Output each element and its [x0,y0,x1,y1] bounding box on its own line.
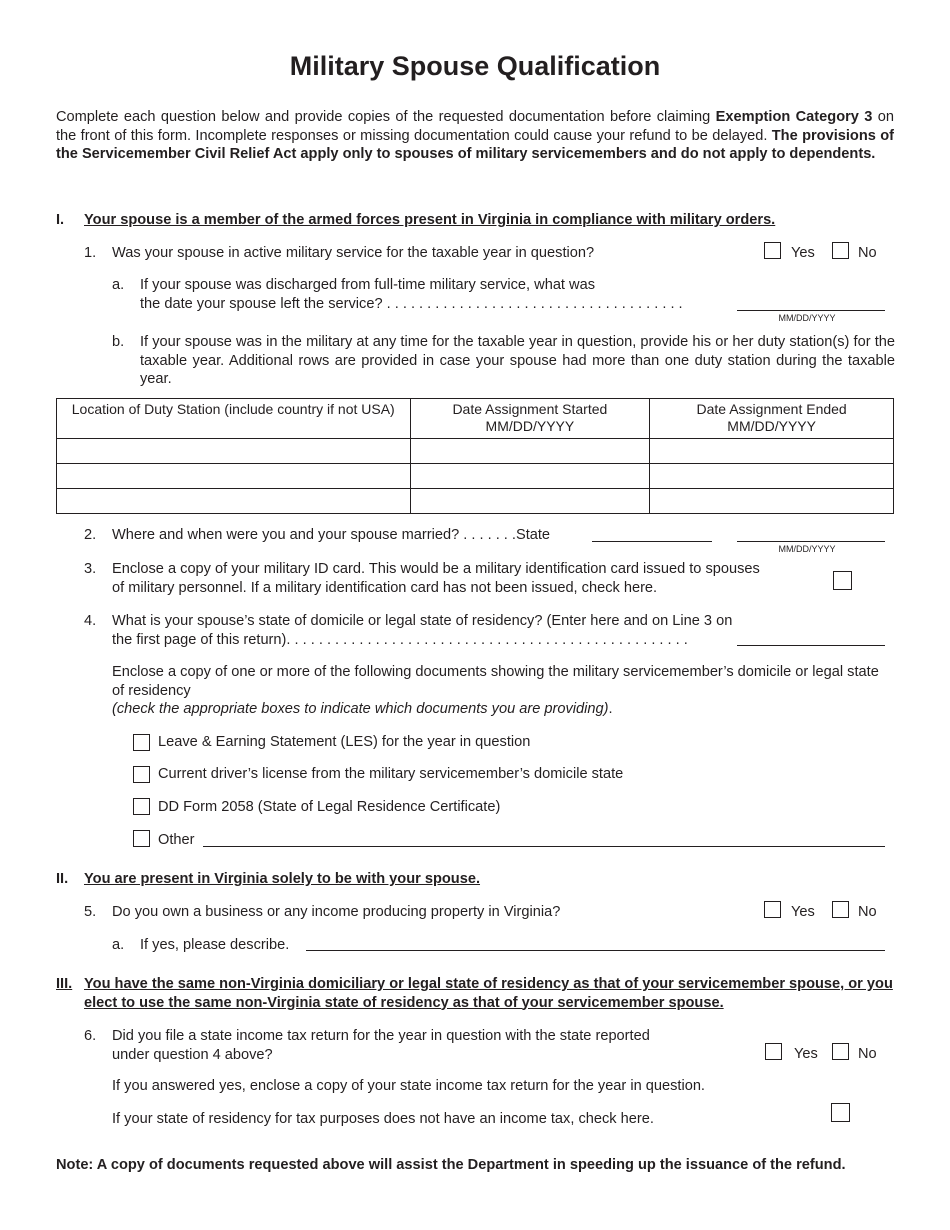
question-6-number: 6. [84,1028,97,1044]
q4-domicile-state-field[interactable] [737,645,885,646]
q2-date-format-hint: MM/DD/YYYY [778,544,836,554]
intro-text-2: on the front of this form. Incomplete responses or missing documentation could cause your refund to be delayed. [56,109,894,144]
duty-location-cell[interactable] [57,489,411,514]
q1-no-label: No [858,245,877,261]
table-row [57,464,894,489]
question-1-text: Was your spouse in active military service for the taxable year in question? [112,245,595,261]
duty-col-ended-header [650,399,894,439]
duty-location-cell[interactable] [57,464,411,489]
q3-no-id-card-checkbox[interactable] [833,571,852,590]
q1-yes-label: Yes [791,245,815,261]
q5a-description-field[interactable] [306,950,885,951]
page-title: Military Spouse Qualification [289,51,661,81]
dd-form-2058-checkbox[interactable] [133,798,150,815]
section-1-number: I. [56,212,65,228]
question-2-text [112,526,550,545]
duty-end-date-cell[interactable] [650,464,894,489]
section-1-title: Your spouse is a member of the armed forces present in Virginia in compliance with military orders. [84,212,776,228]
q6-no-income-tax-checkbox[interactable] [831,1103,850,1122]
question-5-number: 5. [84,904,97,920]
duty-start-date-cell[interactable] [410,489,650,514]
drivers-license-option-label: Current driver’s license from the military servicemember’s domicile state [158,766,624,782]
q1a-date-format-hint: MM/DD/YYYY [778,313,836,323]
q6-no-checkbox[interactable] [832,1043,849,1060]
q1-no-checkbox[interactable] [832,242,849,259]
q4-enclose-period: . [608,701,613,717]
section-3-title: You have the same non-Virginia domiciliary or legal state of residency as that of your servicemember spouse, or you elect to use the same non-Virginia state of residency as that of your servicemember spouse. [84,976,893,1011]
question-1a-line-2: the date your spouse left the service? . . . . . . . . . . . . . . . . . . . . . . . . . . . . . . . . . . . . . [140,296,683,312]
question-1-number: 1. [84,245,97,261]
duty-location-cell[interactable] [57,439,411,464]
duty-end-date-cell[interactable] [650,439,894,464]
duty-start-date-cell[interactable] [410,464,650,489]
question-1a-line-1: If your spouse was discharged from full-time military service, what was [140,277,595,293]
intro-provisions-note: The provisions of the Servicemember Civil Relief Act apply only to spouses of military servicemembers and do not apply to dependents. [56,127,894,162]
intro-paragraph [56,108,894,164]
question-6-line-1: Did you file a state income tax return for the year in question with the state reported [112,1028,650,1044]
duty-table-header-row [57,399,894,439]
q4-enclose-italic: (check the appropriate boxes to indicate which documents you are providing) [112,701,609,717]
section-2-heading [56,870,896,889]
question-2-label: Where and when were you and your spouse married? . . . . . . . [112,527,516,543]
duty-end-date-cell[interactable] [650,489,894,514]
question-3-line-2: of military personnel. If a military identification card has not been issued, check here. [112,580,658,596]
question-4-line-2: the first page of this return). . . . . . . . . . . . . . . . . . . . . . . . . . . . . . . . . . . . . . . . . . . . . . . . . . [112,632,688,648]
question-3-line-1: Enclose a copy of your military ID card. This would be a military identification card issued to spouses [112,561,760,577]
intro-text-1: Complete each question below and provide copies of the requested documentation before claiming [56,109,716,125]
q6-yes-label: Yes [794,1046,818,1062]
section-1-heading [56,211,896,230]
q5-no-checkbox[interactable] [832,901,849,918]
question-1a-letter: a. [112,277,125,293]
q1a-discharge-date-field[interactable] [737,310,885,311]
section-2-number: II. [56,871,69,887]
q4-enclose-instructions: Enclose a copy of one or more of the following documents showing the military servicemember’s domicile or legal state of residency [112,664,879,699]
section-3-heading [56,975,896,1012]
other-document-checkbox[interactable] [133,830,150,847]
q6-no-label: No [858,1046,877,1062]
other-document-field[interactable] [203,846,885,847]
q4-enclose-note [112,700,613,719]
question-3-number: 3. [84,561,97,577]
dd-form-2058-option-label: DD Form 2058 (State of Legal Residence Certificate) [158,799,501,815]
duty-station-table [56,398,894,514]
intro-exemption-category: Exemption Category 3 [715,109,873,125]
section-2-title: You are present in Virginia solely to be with your spouse. [84,871,481,887]
q5-no-label: No [858,904,877,920]
duty-col-ended-format: MM/DD/YYYY [727,418,816,434]
table-row [57,489,894,514]
les-option-label: Leave & Earning Statement (LES) for the year in question [158,734,531,750]
q5-yes-checkbox[interactable] [764,901,781,918]
drivers-license-checkbox[interactable] [133,766,150,783]
duty-col-started-header [410,399,650,439]
question-1b-text: If your spouse was in the military at any time for the taxable year in question, provide his or her duty station(s) for the taxable year. Additional rows are provided in case your spouse had more than one duty station during the taxable year. [140,334,895,387]
table-row [57,439,894,464]
question-6-line-2: under question 4 above? [112,1047,273,1063]
duty-start-date-cell[interactable] [410,439,650,464]
q6-yes-checkbox[interactable] [765,1043,782,1060]
question-1b-letter: b. [112,334,125,350]
question-5a-text: If yes, please describe. [140,937,290,953]
duty-col-location-header: Location of Duty Station (include country if not USA) [57,399,411,439]
question-5a-letter: a. [112,937,125,953]
les-checkbox[interactable] [133,734,150,751]
q2-state-field[interactable] [592,541,712,542]
question-2-number: 2. [84,527,97,543]
q6-no-income-tax-text: If your state of residency for tax purposes does not have an income tax, check here. [112,1111,654,1127]
footer-note: Note: A copy of documents requested above will assist the Department in speeding up the issuance of the refund. [56,1157,846,1173]
question-4-number: 4. [84,613,97,629]
other-option-label: Other [158,832,195,848]
q6-yes-instructions: If you answered yes, enclose a copy of your state income tax return for the year in question. [112,1078,705,1094]
q5-yes-label: Yes [791,904,815,920]
q1-yes-checkbox[interactable] [764,242,781,259]
duty-col-started-format: MM/DD/YYYY [485,418,575,434]
duty-col-ended-label: Date Assignment Ended [696,401,847,417]
question-5-text: Do you own a business or any income producing property in Virginia? [112,904,561,920]
q2-state-label: State [515,527,551,543]
q2-marriage-date-field[interactable] [737,541,885,542]
question-4-line-1: What is your spouse’s state of domicile or legal state of residency? (Enter here and on Line 3 on [112,613,733,629]
section-3-number: III. [56,976,73,992]
duty-col-started-label: Date Assignment Started [452,401,608,417]
